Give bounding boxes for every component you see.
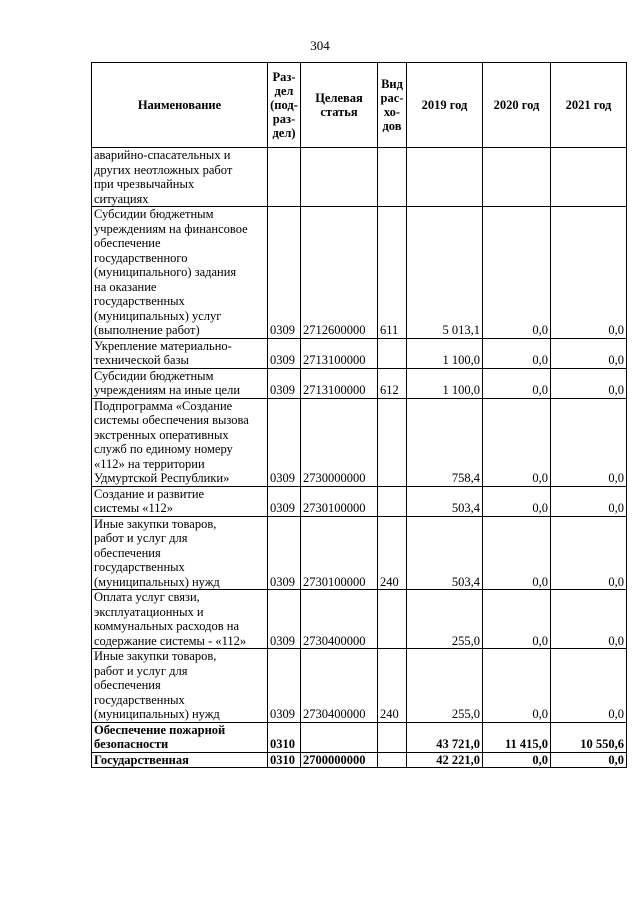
cell-name: Оплата услуг связи, эксплуатационных и коммунальных расходов на содержание системы - «112»	[92, 590, 268, 649]
cell-razdel: 0309	[268, 338, 301, 368]
table-row	[92, 486, 627, 516]
cell-name: Укрепление материально- технической базы	[92, 338, 268, 368]
cell-vid: 240	[378, 516, 407, 590]
table-row	[92, 590, 627, 649]
cell-2019: 503,4	[407, 486, 483, 516]
cell-name: Создание и развитие системы «112»	[92, 486, 268, 516]
cell-2021: 0,0	[551, 752, 627, 768]
cell-vid: 612	[378, 368, 407, 398]
table-row	[92, 398, 627, 486]
table-row	[92, 368, 627, 398]
table-row	[92, 148, 627, 207]
cell-name: Подпрограмма «Создание системы обеспечения вызова экстренных оперативных служб по единому номеру «112» на территории Удмуртской Республики»	[92, 398, 268, 486]
cell-2021	[551, 148, 627, 207]
table-row	[92, 207, 627, 339]
header-razdel: Раз- дел (под- раз- дел)	[268, 63, 301, 148]
cell-2020: 0,0	[483, 338, 551, 368]
cell-2020: 0,0	[483, 516, 551, 590]
cell-celevaya: 2730400000	[301, 649, 378, 723]
cell-2019: 43 721,0	[407, 722, 483, 752]
cell-2020: 0,0	[483, 752, 551, 768]
cell-vid: 240	[378, 649, 407, 723]
cell-razdel: 0309	[268, 207, 301, 339]
cell-razdel: 0309	[268, 590, 301, 649]
cell-razdel: 0309	[268, 516, 301, 590]
table-row	[92, 649, 627, 723]
cell-name: Субсидии бюджетным учреждениям на финансовое обеспечение государственного (муниципального) задания на оказание государственных (муниципальных) услуг (выполнение работ)	[92, 207, 268, 339]
cell-celevaya: 2730100000	[301, 516, 378, 590]
budget-table	[91, 62, 627, 768]
cell-2021: 0,0	[551, 368, 627, 398]
cell-razdel: 0309	[268, 368, 301, 398]
cell-2019: 42 221,0	[407, 752, 483, 768]
table-row	[92, 722, 627, 752]
cell-name: Субсидии бюджетным учреждениям на иные цели	[92, 368, 268, 398]
cell-vid	[378, 590, 407, 649]
cell-2021: 0,0	[551, 649, 627, 723]
cell-2020: 0,0	[483, 486, 551, 516]
cell-2019: 255,0	[407, 590, 483, 649]
header-vid: Вид рас- хо- дов	[378, 63, 407, 148]
cell-razdel: 0309	[268, 486, 301, 516]
cell-celevaya	[301, 722, 378, 752]
cell-2019: 758,4	[407, 398, 483, 486]
cell-razdel: 0310	[268, 752, 301, 768]
cell-2021: 0,0	[551, 590, 627, 649]
table-row	[92, 516, 627, 590]
cell-2019: 5 013,1	[407, 207, 483, 339]
table-row	[92, 752, 627, 768]
cell-2020: 0,0	[483, 207, 551, 339]
cell-vid	[378, 752, 407, 768]
cell-2021: 0,0	[551, 398, 627, 486]
cell-vid	[378, 338, 407, 368]
cell-2020: 0,0	[483, 649, 551, 723]
cell-razdel: 0310	[268, 722, 301, 752]
cell-razdel	[268, 148, 301, 207]
page-number: 304	[310, 38, 330, 53]
cell-2021: 10 550,6	[551, 722, 627, 752]
table-row	[92, 338, 627, 368]
cell-2019: 1 100,0	[407, 368, 483, 398]
cell-vid: 611	[378, 207, 407, 339]
cell-2021: 0,0	[551, 486, 627, 516]
header-2019: 2019 год	[407, 63, 483, 148]
header-name: Наименование	[92, 63, 268, 148]
cell-celevaya: 2700000000	[301, 752, 378, 768]
cell-razdel: 0309	[268, 398, 301, 486]
cell-name: аварийно-спасательных и других неотложных работ при чрезвычайных ситуациях	[92, 148, 268, 207]
header-2021: 2021 год	[551, 63, 627, 148]
cell-2019: 255,0	[407, 649, 483, 723]
header-2020: 2020 год	[483, 63, 551, 148]
cell-2020: 0,0	[483, 368, 551, 398]
cell-celevaya: 2712600000	[301, 207, 378, 339]
cell-name: Государственная	[92, 752, 268, 768]
cell-celevaya	[301, 148, 378, 207]
cell-vid	[378, 148, 407, 207]
cell-razdel: 0309	[268, 649, 301, 723]
cell-vid	[378, 398, 407, 486]
header-celevaya: Целевая статья	[301, 63, 378, 148]
cell-2020: 0,0	[483, 398, 551, 486]
cell-2019	[407, 148, 483, 207]
cell-2019: 503,4	[407, 516, 483, 590]
cell-celevaya: 2730100000	[301, 486, 378, 516]
cell-2021: 0,0	[551, 516, 627, 590]
cell-2020: 0,0	[483, 590, 551, 649]
cell-celevaya: 2713100000	[301, 368, 378, 398]
cell-celevaya: 2730000000	[301, 398, 378, 486]
cell-celevaya: 2713100000	[301, 338, 378, 368]
cell-2020	[483, 148, 551, 207]
cell-2020: 11 415,0	[483, 722, 551, 752]
table-header-row	[92, 63, 627, 148]
cell-vid	[378, 486, 407, 516]
cell-vid	[378, 722, 407, 752]
cell-celevaya: 2730400000	[301, 590, 378, 649]
cell-name: Иные закупки товаров, работ и услуг для обеспечения государственных (муниципальных) нужд	[92, 649, 268, 723]
cell-2021: 0,0	[551, 207, 627, 339]
cell-name: Иные закупки товаров, работ и услуг для обеспечения государственных (муниципальных) нужд	[92, 516, 268, 590]
cell-2019: 1 100,0	[407, 338, 483, 368]
cell-2021: 0,0	[551, 338, 627, 368]
cell-name: Обеспечение пожарной безопасности	[92, 722, 268, 752]
